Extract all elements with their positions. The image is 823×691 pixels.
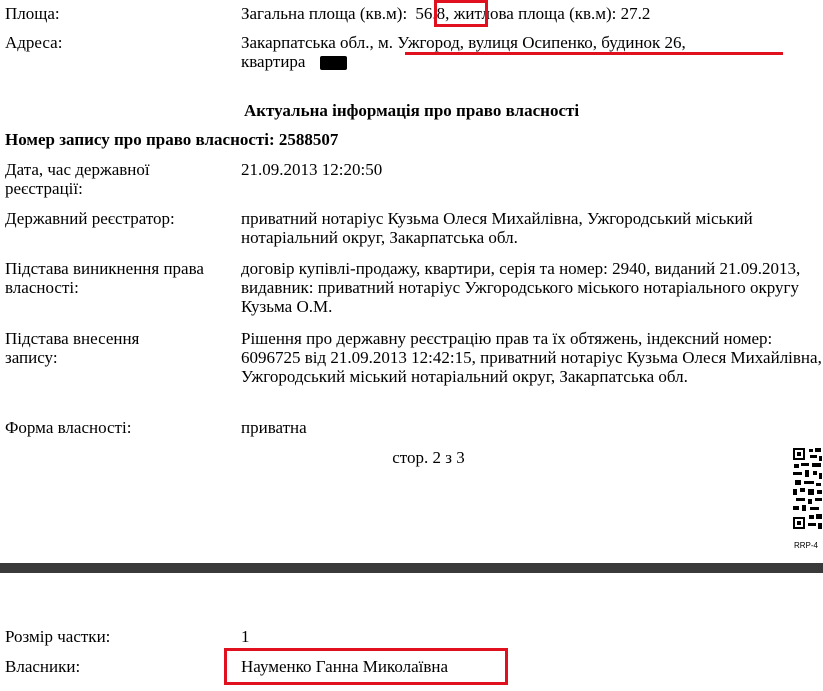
ownership-form-label: Форма власності: bbox=[5, 418, 132, 437]
registration-date-value: 21.09.2013 12:20:50 bbox=[241, 160, 383, 179]
entry-basis-label: Підстава внесення запису: bbox=[5, 329, 140, 367]
address-underline bbox=[405, 52, 783, 55]
address-line2: квартира bbox=[241, 52, 306, 71]
share-value: 1 bbox=[241, 627, 250, 646]
registration-date-label: Дата, час державної реєстрації: bbox=[5, 160, 150, 198]
area-value bbox=[241, 4, 823, 23]
section-title: Актуальна інформація про право власності bbox=[243, 101, 580, 120]
area-total: 56.8, bbox=[415, 4, 450, 23]
owners-value: Науменко Ганна Миколаївна bbox=[241, 657, 449, 676]
qr-code-icon bbox=[792, 447, 823, 531]
owner-highlight bbox=[224, 648, 508, 685]
area-total-highlight bbox=[434, 0, 488, 27]
area-suffix: житлова площа (кв.м): 27.2 bbox=[453, 4, 651, 23]
registrar-label: Державний реєстратор: bbox=[5, 209, 175, 228]
area-label: Площа: bbox=[5, 4, 60, 23]
owners-label: Власники: bbox=[5, 657, 81, 676]
registrar-value: приватний нотаріус Кузьма Олеся Михайлівна, Ужгородський міський нотаріальний округ, Закарпатська обл. bbox=[241, 209, 753, 247]
ownership-form-value: приватна bbox=[241, 418, 307, 437]
ownership-basis-value: договір купівлі-продажу, квартири, серія та номер: 2940, виданий 21.09.2013, видавник: приватний нотаріус Ужгородського міського нотаріального округу Кузьма О.М. bbox=[241, 259, 801, 316]
address-label: Адреса: bbox=[5, 33, 63, 52]
record-number-label: Номер запису про право власності: 2588507 bbox=[5, 130, 339, 149]
address-street: м. Ужгород, вулиця Осипенко, будинок 26, bbox=[378, 33, 686, 52]
page-break-divider bbox=[0, 563, 823, 573]
entry-basis-value: Рішення про державну реєстрацію прав та їх обтяжень, індексний номер: 6096725 від 21.09.2013 12:42:15, приватний нотаріус Кузьма Олеся Михайлівна, Ужгородський міський нотаріальний округ, Закарпатська обл. bbox=[241, 329, 822, 386]
ownership-basis-label: Підстава виникнення права власності: bbox=[5, 259, 204, 297]
share-label: Розмір частки: bbox=[5, 627, 111, 646]
redacted-apartment bbox=[320, 56, 347, 70]
area-prefix: Загальна площа (кв.м): bbox=[241, 4, 408, 23]
address-line1-prefix: Закарпатська обл., bbox=[241, 33, 379, 52]
qr-code-label: RRP-4 bbox=[794, 541, 819, 550]
page-number: стор. 2 з 3 bbox=[392, 448, 465, 467]
